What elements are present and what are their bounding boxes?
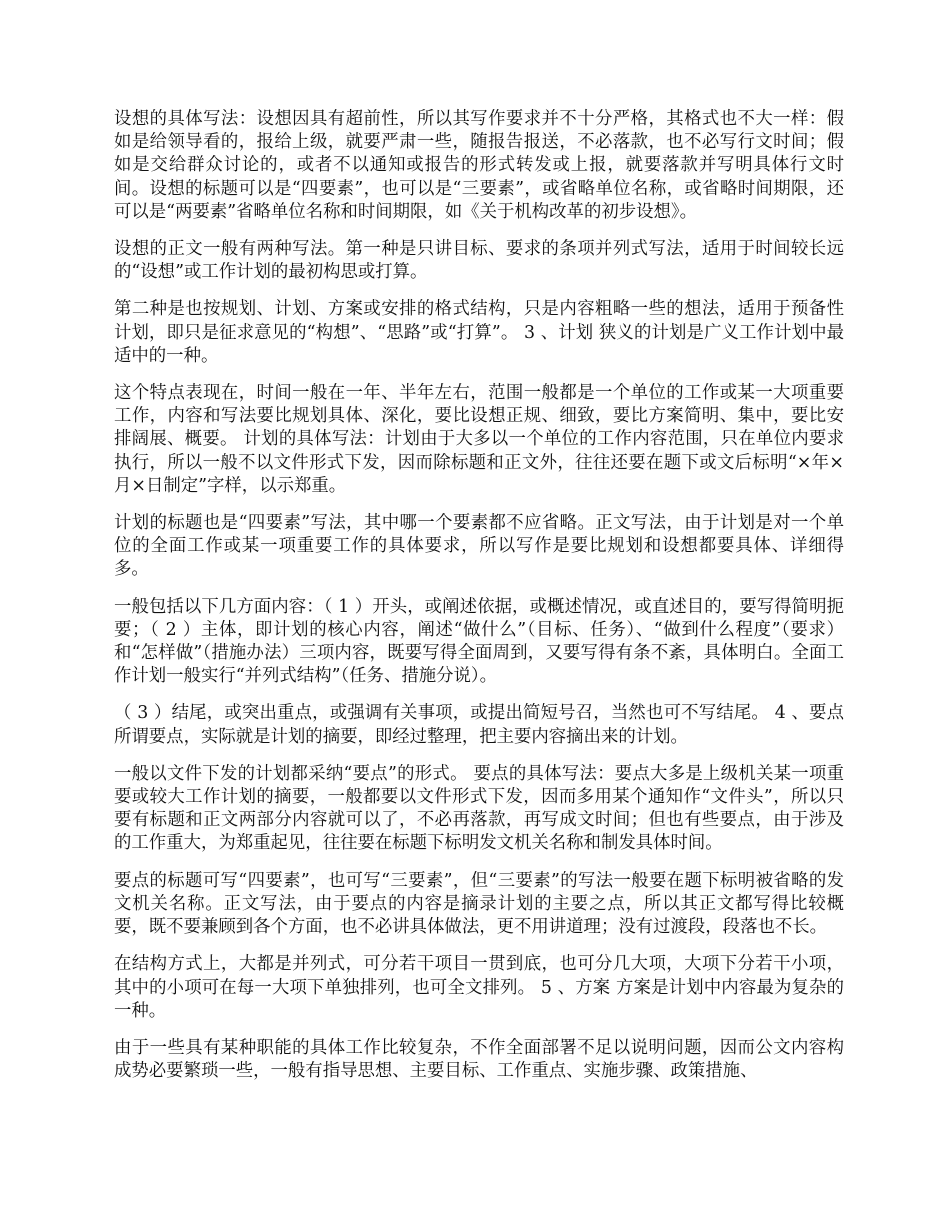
paragraph-3: 第二种是也按规划、计划、方案或安排的格式结构，只是内容粗略一些的想法，适用于预备性计划，即只是征求意见的“构想”、“思路”或“打算”。 3 、计划 狭义的计划是广义工作计划中最适中的一种。 bbox=[114, 299, 844, 366]
paragraph-2: 设想的正文一般有两种写法。第一种是只讲目标、要求的条项并列式写法，适用于时间较长远的“设想”或工作计划的最初构思或打算。 bbox=[114, 239, 844, 283]
paragraph-11: 由于一些具有某种职能的具体工作比较复杂，不作全面部署不足以说明问题，因而公文内容构成势必要繁琐一些，一般有指导思想、主要目标、工作重点、实施步骤、政策措施、 bbox=[114, 1037, 844, 1082]
paragraph-5: 计划的标题也是“四要素”写法，其中哪一个要素都不应省略。正文写法，由于计划是对一个单位的全面工作或某一项重要工作的具体要求，所以写作是要比规划和设想都要具体、详细得多。 bbox=[114, 513, 844, 580]
paragraph-7: （ 3 ）结尾，或突出重点，或强调有关事项，或提出简短号召，当然也可不写结尾。 4 、要点 所谓要点，实际就是计划的摘要，即经过整理，把主要内容摘出来的计划。 bbox=[114, 703, 844, 747]
paragraph-10: 在结构方式上，大都是并列式，可分若干项目一贯到底，也可分几大项，大项下分若干小项，其中的小项可在每一大项下单独排列，也可全文排列。 5 、方案 方案是计划中内容最为复杂的一种。 bbox=[114, 954, 844, 1021]
paragraph-4: 这个特点表现在，时间一般在一年、半年左右，范围一般都是一个单位的工作或某一大项重要工作，内容和写法要比规划具体、深化，要比设想正规、细致，要比方案简明、集中，要比安排阔展、概要。 计划的具体写法：计划由于大多以一个单位的工作内容范围，只在单位内要求执行，所以一般不以文件形式下发，因而除标题和正文外，往往还要在题下或文后标明“×年×月×日制定”字样，以示郑重。 bbox=[114, 383, 844, 496]
paragraph-8: 一般以文件下发的计划都采纳“要点”的形式。 要点的具体写法：要点大多是上级机关某一项重要或较大工作计划的摘要，一般都要以文件形式下发，因而多用某个通知作“文件头”，所以只要有标题和正文两部分内容就可以了，不必再落款，再写成文时间；但也有些要点，由于涉及的工作重大，为郑重起见，往往要在标题下标明发文机关名称和制发具体时间。 bbox=[114, 763, 844, 854]
document-body bbox=[114, 108, 844, 1097]
paragraph-1: 设想的具体写法：设想因具有超前性，所以其写作要求并不十分严格，其格式也不大一样：假如是给领导看的，报给上级，就要严肃一些，随报告报送，不必落款，也不必写行文时间；假如是交给群众讨论的，或者不以通知或报告的形式转发或上报，就要落款并写明具体行文时间。设想的标题可以是“四要素”，也可以是“三要素”，或省略单位名称，或省略时间期限，还可以是“两要素”省略单位名称和时间期限，如《关于机构改革的初步设想》。 bbox=[114, 109, 844, 222]
paragraph-9: 要点的标题可写“四要素”，也可写“三要素”，但“三要素”的写法一般要在题下标明被省略的发文机关名称。正文写法，由于要点的内容是摘录计划的主要之点，所以其正文都写得比较概要，既不要兼顾到各个方面，也不必讲具体做法，更不用讲道理；没有过渡段，段落也不长。 bbox=[114, 870, 844, 938]
paragraph-6: 一般包括以下几方面内容：（ 1 ）开头，或阐述依据，或概述情况，或直述目的，要写得简明扼要；（ 2 ）主体，即计划的核心内容，阐述“做什么”（目标、任务）、“做到什么程度”（要求）和“怎样做”（措施办法）三项内容，既要写得全面周到，又要写得有条不紊，具体明白。全面工作计划一般实行“并列式结构”（任务、措施分说）。 bbox=[114, 596, 844, 687]
